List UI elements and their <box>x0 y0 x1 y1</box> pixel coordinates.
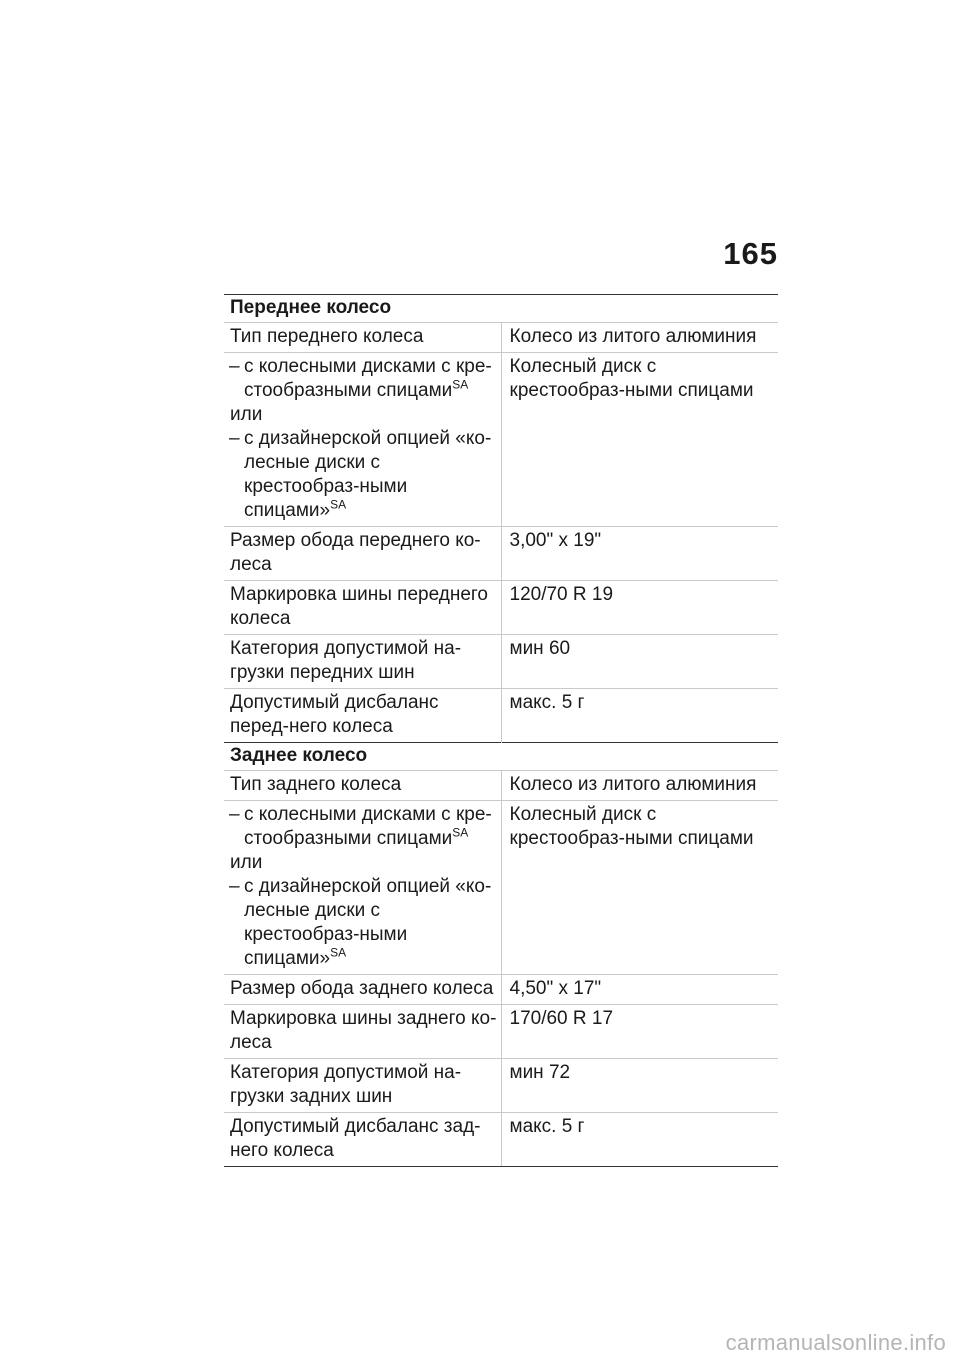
option-item <box>230 875 497 971</box>
table-row <box>224 1113 778 1167</box>
section-title: Заднее колесо <box>224 743 778 771</box>
spec-label: Допустимый дисбаланс зад-него колеса <box>224 1113 501 1167</box>
option-item <box>230 355 497 403</box>
watermark: carmanualsonline.info <box>725 1330 946 1355</box>
spec-value: 120/70 R 19 <box>501 581 778 635</box>
dash-bullet: – <box>229 428 240 449</box>
spec-label: Маркировка шины заднего ко-леса <box>224 1005 501 1059</box>
spec-label: Тип переднего колеса <box>224 323 501 353</box>
or-text: или <box>230 404 263 425</box>
spec-label: Допустимый дисбаланс перед-него колеса <box>224 689 501 743</box>
spec-label: Тип заднего колеса <box>224 771 501 801</box>
table-row <box>224 1005 778 1059</box>
spec-label: Категория допустимой на-грузки задних шин <box>224 1059 501 1113</box>
spec-label: Размер обода заднего колеса <box>224 975 501 1005</box>
table-row <box>224 771 778 801</box>
spec-value: 4,50" x 17" <box>501 975 778 1005</box>
sa-marker: SA <box>330 497 347 512</box>
spec-options <box>224 353 501 527</box>
option-text: с колесными дисками с кре-стообразными спицами <box>244 804 492 849</box>
section-title: Переднее колесо <box>224 295 778 323</box>
table-row <box>224 635 778 689</box>
table-row <box>224 323 778 353</box>
spec-label: Категория допустимой на-грузки передних шин <box>224 635 501 689</box>
spec-value: 3,00" x 19" <box>501 527 778 581</box>
spec-label: Маркировка шины переднего колеса <box>224 581 501 635</box>
dash-bullet: – <box>229 356 240 377</box>
wheel-specs-table <box>224 294 778 1167</box>
spec-value: мин 60 <box>501 635 778 689</box>
table-row <box>224 527 778 581</box>
section-rear-wheel <box>224 743 778 771</box>
page-number: 165 <box>723 236 778 271</box>
sa-marker: SA <box>330 945 347 960</box>
table-row <box>224 353 778 527</box>
spec-value: макс. 5 г <box>501 1113 778 1167</box>
spec-value: мин 72 <box>501 1059 778 1113</box>
section-front-wheel <box>224 295 778 323</box>
dash-bullet: – <box>229 804 240 825</box>
table-row <box>224 689 778 743</box>
option-text: с дизайнерской опцией «ко-лесные диски с крестообраз-ными спицами» <box>244 428 492 521</box>
table-row <box>224 975 778 1005</box>
or-text: или <box>230 852 263 873</box>
spec-value: макс. 5 г <box>501 689 778 743</box>
table-row <box>224 801 778 975</box>
option-item <box>230 803 497 851</box>
option-text: с колесными дисками с кре-стообразными спицами <box>244 356 492 401</box>
table-row <box>224 581 778 635</box>
sa-marker: SA <box>452 377 469 392</box>
spec-value: 170/60 R 17 <box>501 1005 778 1059</box>
spec-value: Колесо из литого алюминия <box>501 771 778 801</box>
spec-options <box>224 801 501 975</box>
spec-value: Колесный диск с крестообраз-ными спицами <box>501 353 778 527</box>
dash-bullet: – <box>229 876 240 897</box>
option-item <box>230 427 497 523</box>
spec-value: Колесо из литого алюминия <box>501 323 778 353</box>
spec-label: Размер обода переднего ко-леса <box>224 527 501 581</box>
spec-value: Колесный диск с крестообраз-ными спицами <box>501 801 778 975</box>
sa-marker: SA <box>452 825 469 840</box>
table-row <box>224 1059 778 1113</box>
option-text: с дизайнерской опцией «ко-лесные диски с крестообраз-ными спицами» <box>244 876 492 969</box>
